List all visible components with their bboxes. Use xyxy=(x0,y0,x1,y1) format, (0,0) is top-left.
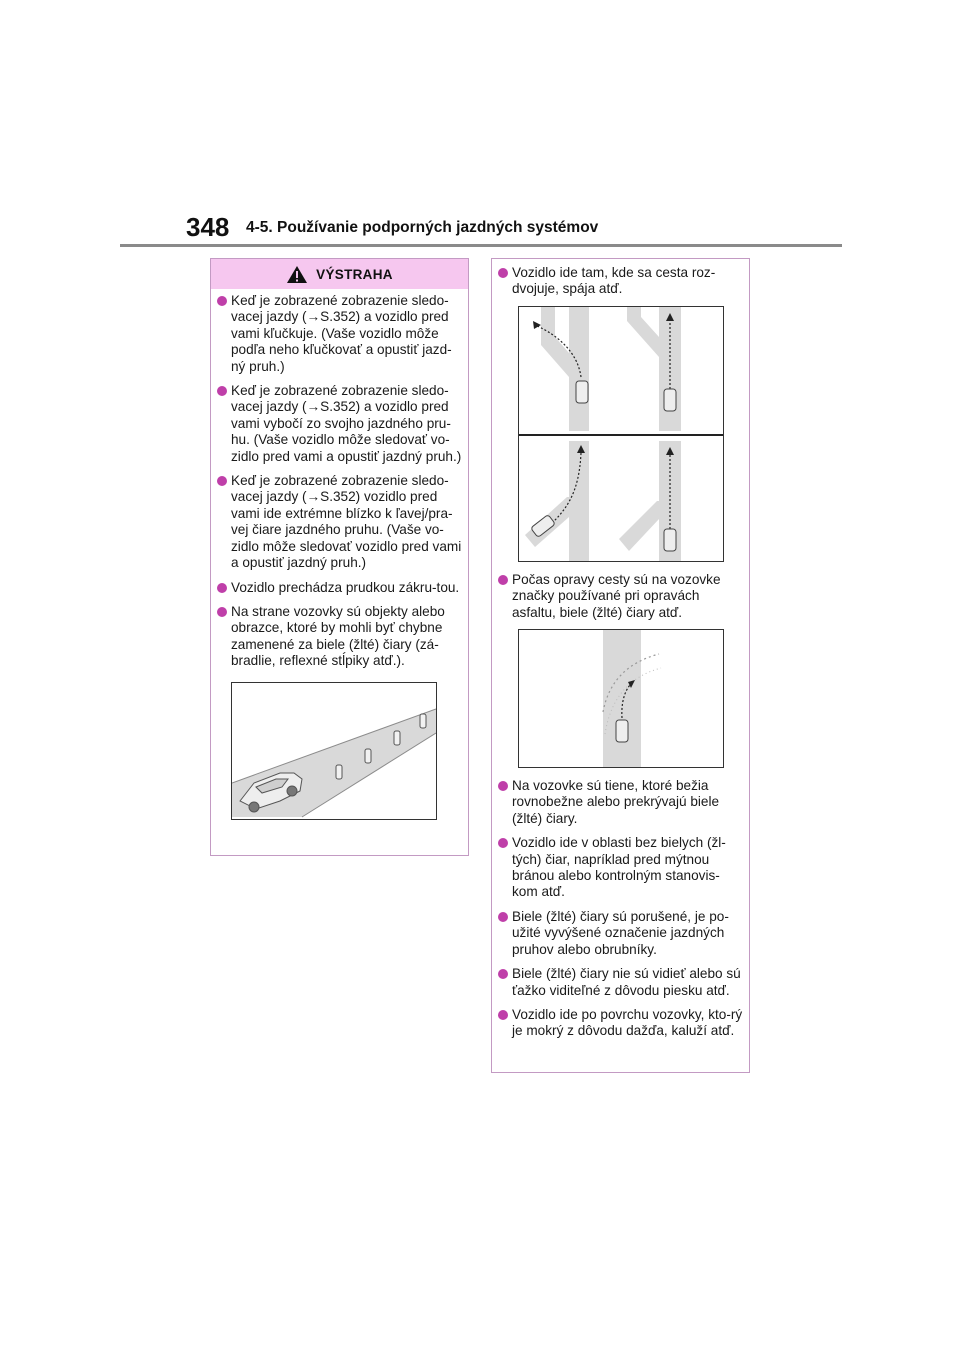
header-rule xyxy=(120,244,842,247)
bullet-icon xyxy=(217,386,227,396)
bullet-icon xyxy=(498,969,508,979)
list-item-text: Biele (žlté) čiary sú porušené, je po-užité vyvýšené označenie jazdných pruhov alebo obrubníky. xyxy=(512,908,729,957)
list-item-text: Vozidlo ide po povrchu vozovky, kto-rý je mokrý z dôvodu dažďa, kaluží atď. xyxy=(512,1006,743,1039)
list-item-text: Počas opravy cesty sú na vozovke značky používané pri opravách asfaltu, biele (žlté) čiary atď. xyxy=(512,571,721,620)
bullet-icon xyxy=(498,268,508,278)
list-item xyxy=(217,293,464,375)
bullet-icon xyxy=(217,583,227,593)
list-item xyxy=(498,966,745,999)
list-item xyxy=(217,604,464,670)
list-item-text: Keď je zobrazené zobrazenie sledo-vacej jazdy (→S.352) vozidlo pred vami ide extrémne blízko k ľavej/pra-vej čiare jazdného pruhu. (Vaše vo-zidlo môže sledovať vozidlo pred vami a opustiť jazdný pruh.) xyxy=(231,473,462,571)
list-item xyxy=(498,1007,745,1040)
list-item xyxy=(498,572,745,621)
warning-box xyxy=(210,258,469,856)
list-item xyxy=(217,473,464,571)
section-title: 4-5. Používanie podporných jazdných systémov xyxy=(246,219,599,236)
list-item xyxy=(217,580,464,596)
warning-triangle-icon xyxy=(286,265,308,284)
bullet-icon xyxy=(217,296,227,306)
list-item-text: Na strane vozovky sú objekty alebo obrazce, ktoré by mohli byť chybne zamenené za biele (žlté) čiary (zá-bradlie, reflexné stĺpiky atď.). xyxy=(231,603,445,669)
continuation-box xyxy=(491,258,750,1073)
bullet-icon xyxy=(498,912,508,922)
list-item-text: Na vozovke sú tiene, ktoré bežia rovnobežne alebo prekrývajú biele (žlté) čiary. xyxy=(512,778,720,826)
list-item-text: Biele (žlté) čiary nie sú vidieť alebo sú ťažko viditeľné z dôvodu piesku atď. xyxy=(512,966,741,998)
warning-list xyxy=(211,289,468,670)
list-item-text: Vozidlo prechádza prudkou zákru-tou. xyxy=(231,579,460,595)
bullet-icon xyxy=(498,1010,508,1020)
list-item xyxy=(217,383,464,465)
list-item-text: Vozidlo ide tam, kde sa cesta roz-dvojuje, spája atď. xyxy=(512,265,716,297)
bullet-icon xyxy=(217,476,227,486)
illustration-road-repair-marks xyxy=(518,629,724,768)
bullet-icon xyxy=(498,838,508,848)
warning-title: VÝSTRAHA xyxy=(316,266,393,282)
illustration-road-split-merge xyxy=(518,306,724,562)
list-item-text: Keď je zobrazené zobrazenie sledo-vacej jazdy (→S.352) a vozidlo pred vami kľučkuje. (Vaše vozidlo môže podľa neho kľučkovať a opustiť jazd-ný pruh.) xyxy=(231,293,452,374)
list-item xyxy=(498,835,745,901)
illustration-road-barrier xyxy=(231,682,437,820)
list-item-text: Vozidlo ide v oblasti bez bielych (žl-tých) čiar, napríklad pred mýtnou bránou alebo kontrolným stanovis-kom atď. xyxy=(512,835,726,900)
bullet-icon xyxy=(498,575,508,585)
page-number: 348 xyxy=(186,212,230,242)
continuation-list xyxy=(492,259,749,1040)
list-item xyxy=(498,909,745,958)
warning-header xyxy=(211,259,468,289)
bullet-icon xyxy=(217,607,227,617)
list-item xyxy=(498,778,745,827)
bullet-icon xyxy=(498,781,508,791)
list-item-text: Keď je zobrazené zobrazenie sledo-vacej jazdy (→S.352) a vozidlo pred vami vybočí zo svojho jazdného pru-hu. (Vaše vozidlo môže sledovať vo-zidlo pred vami a opustiť jazdný pruh.) xyxy=(231,383,462,464)
list-item xyxy=(498,265,745,298)
